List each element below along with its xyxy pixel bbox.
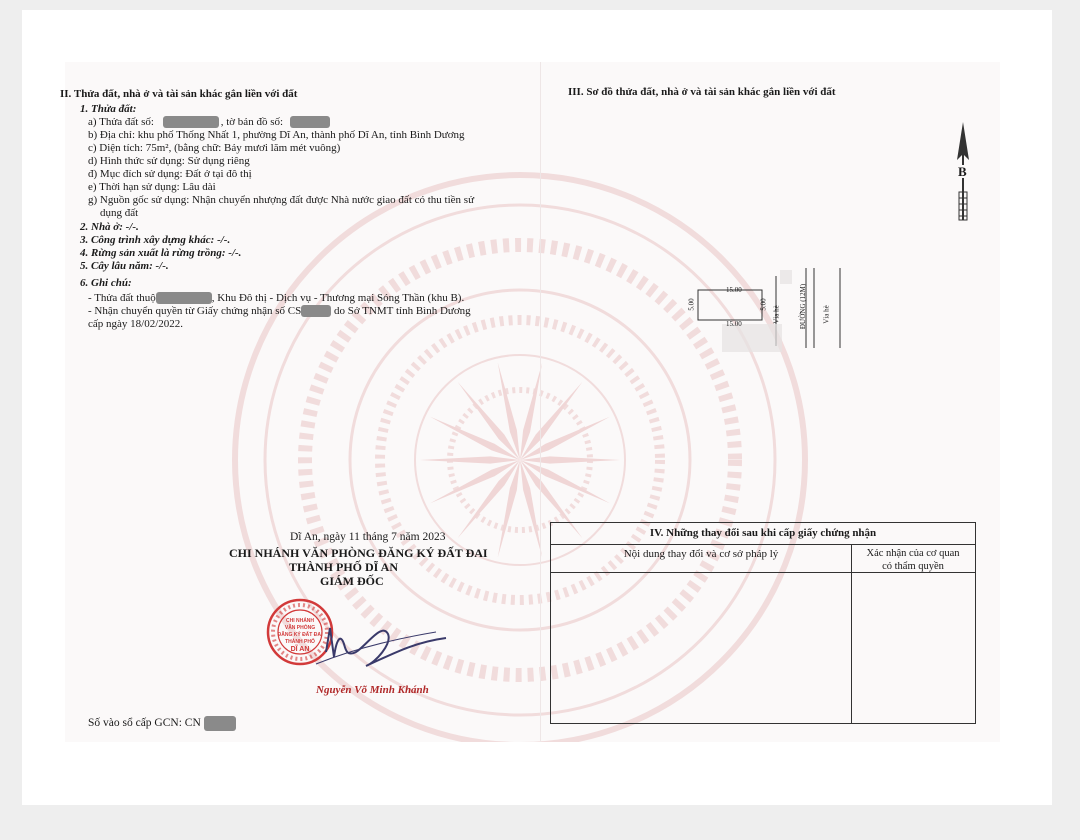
dim-right: 5.00 (759, 298, 768, 311)
dim-top: 15.00 (726, 286, 742, 294)
section-2-title: II. Thửa đất, nhà ở và tài sản khác gắn liền với đất (60, 88, 298, 100)
address-line: b) Địa chỉ: khu phố Thống Nhất 1, phường Dĩ An, thành phố Dĩ An, tỉnh Bình Dương (88, 129, 465, 141)
svg-text:CHI NHÁNH: CHI NHÁNH (285, 618, 315, 624)
parcel-number-line (88, 116, 330, 129)
forest-line: 4. Rừng sản xuất là rừng trồng: -/-. (80, 247, 242, 259)
usage-origin-line: g) Nguồn gốc sử dụng: Nhận chuyển nhượng đất được Nhà nước giao đất có thu tiền sử (88, 194, 475, 206)
note-2 (88, 305, 471, 318)
svg-text:THÀNH PHỐ: THÀNH PHỐ (285, 639, 315, 645)
map-sheet-label: , tờ bản đồ số: (220, 116, 284, 128)
sidewalk-label-left: Vỉa hè (772, 305, 781, 324)
issue-date: Dĩ An, ngày 11 tháng 7 năm 2023 (290, 531, 446, 543)
drum-star-ray (458, 382, 520, 460)
redacted-registry-number (204, 716, 236, 731)
usage-origin-line-2: dụng đất (100, 207, 139, 219)
drum-star-ray (420, 456, 520, 463)
note-1 (88, 292, 464, 305)
registry-label: Số vào sổ cấp GCN: CN (88, 717, 201, 730)
section-3-title: III. Sơ đồ thửa đất, nhà ở và tài sản khác gắn liền với đất (568, 86, 836, 98)
construction-line: 3. Công trình xây dựng khác: -/-. (80, 234, 231, 246)
note-2-end: do Sở TNMT tỉnh Bình Dương (331, 305, 471, 317)
drum-star-ray (520, 382, 582, 460)
note-1-start: - Thửa đất thuộ (88, 292, 156, 304)
director-title: GIÁM ĐỐC (320, 574, 384, 588)
dim-bottom: 15.00 (726, 320, 742, 328)
drum-star-ray (520, 460, 610, 503)
usage-form-line: d) Hình thức sử dụng: Sử dụng riêng (88, 155, 250, 167)
note-3: cấp ngày 18/02/2022. (88, 318, 184, 330)
redacted-certificate-number (301, 305, 331, 317)
parcel-number-label: a) Thửa đất số: (88, 116, 154, 128)
redacted-zone (156, 292, 212, 304)
issuing-city: THÀNH PHỐ DĨ AN (289, 560, 399, 574)
redacted-map-sheet (290, 116, 330, 128)
area-line: c) Diện tích: 75m², (bằng chữ: Bảy mươi lăm mét vuông) (88, 142, 341, 154)
drum-star-ray (520, 460, 542, 557)
drum-star-ray (498, 460, 520, 557)
trees-line: 5. Cây lâu năm: -/-. (80, 260, 169, 272)
drum-star-ray (498, 363, 520, 460)
svg-text:VĂN PHÒNG: VĂN PHÒNG (284, 625, 316, 631)
issuing-agency: CHI NHÁNH VĂN PHÒNG ĐĂNG KÝ ĐẤT ĐAI (229, 546, 488, 560)
director-signature (296, 612, 456, 684)
house-line: 2. Nhà ở: -/-. (80, 221, 139, 233)
sidewalk-label-right: Vỉa hè (822, 305, 831, 324)
confirmation-header-line-2: có thẩm quyền (882, 561, 944, 572)
registry-number (88, 716, 236, 731)
svg-text:ĐĂNG KÝ ĐẤT ĐAI: ĐĂNG KÝ ĐẤT ĐAI (277, 632, 323, 638)
drum-star-ray (520, 363, 542, 460)
changes-table (550, 522, 976, 724)
page-fold (540, 62, 541, 742)
drum-star-ray (430, 417, 520, 460)
signer-name: Nguyễn Võ Minh Khánh (316, 684, 429, 696)
usage-term-line: e) Thời hạn sử dụng: Lâu dài (88, 181, 216, 193)
drum-star-ray (520, 417, 610, 460)
svg-text:DĨ AN: DĨ AN (290, 646, 310, 653)
drum-star-ray (458, 460, 520, 538)
note-2-start: - Nhận chuyển quyền từ Giấy chứng nhận số CS (88, 305, 302, 317)
confirmation-header-line-1: Xác nhận của cơ quan (866, 548, 960, 559)
usage-purpose-line: đ) Mục đích sử dụng: Đất ở tại đô thị (88, 168, 252, 180)
dim-left: 5.00 (687, 298, 696, 311)
north-label: B (958, 164, 967, 179)
drum-star-ray (520, 456, 620, 463)
changes-column-header: Nội dung thay đổi và cơ sở pháp lý (623, 548, 779, 560)
redacted-parcel-number (163, 116, 219, 128)
confirmation-column-header (851, 547, 975, 573)
road-label: ĐƯỜNG (12M) (799, 283, 808, 330)
parcel-heading: 1. Thửa đất: (80, 103, 137, 115)
notes-heading: 6. Ghi chú: (80, 277, 132, 289)
changes-table-title: IV. Những thay đổi sau khi cấp giấy chứng nhận (551, 523, 975, 545)
note-1-end: , Khu Đô thị - Dịch vụ - Thương mại Sóng Thần (khu B). (211, 292, 465, 304)
drum-star-ray (430, 460, 520, 503)
